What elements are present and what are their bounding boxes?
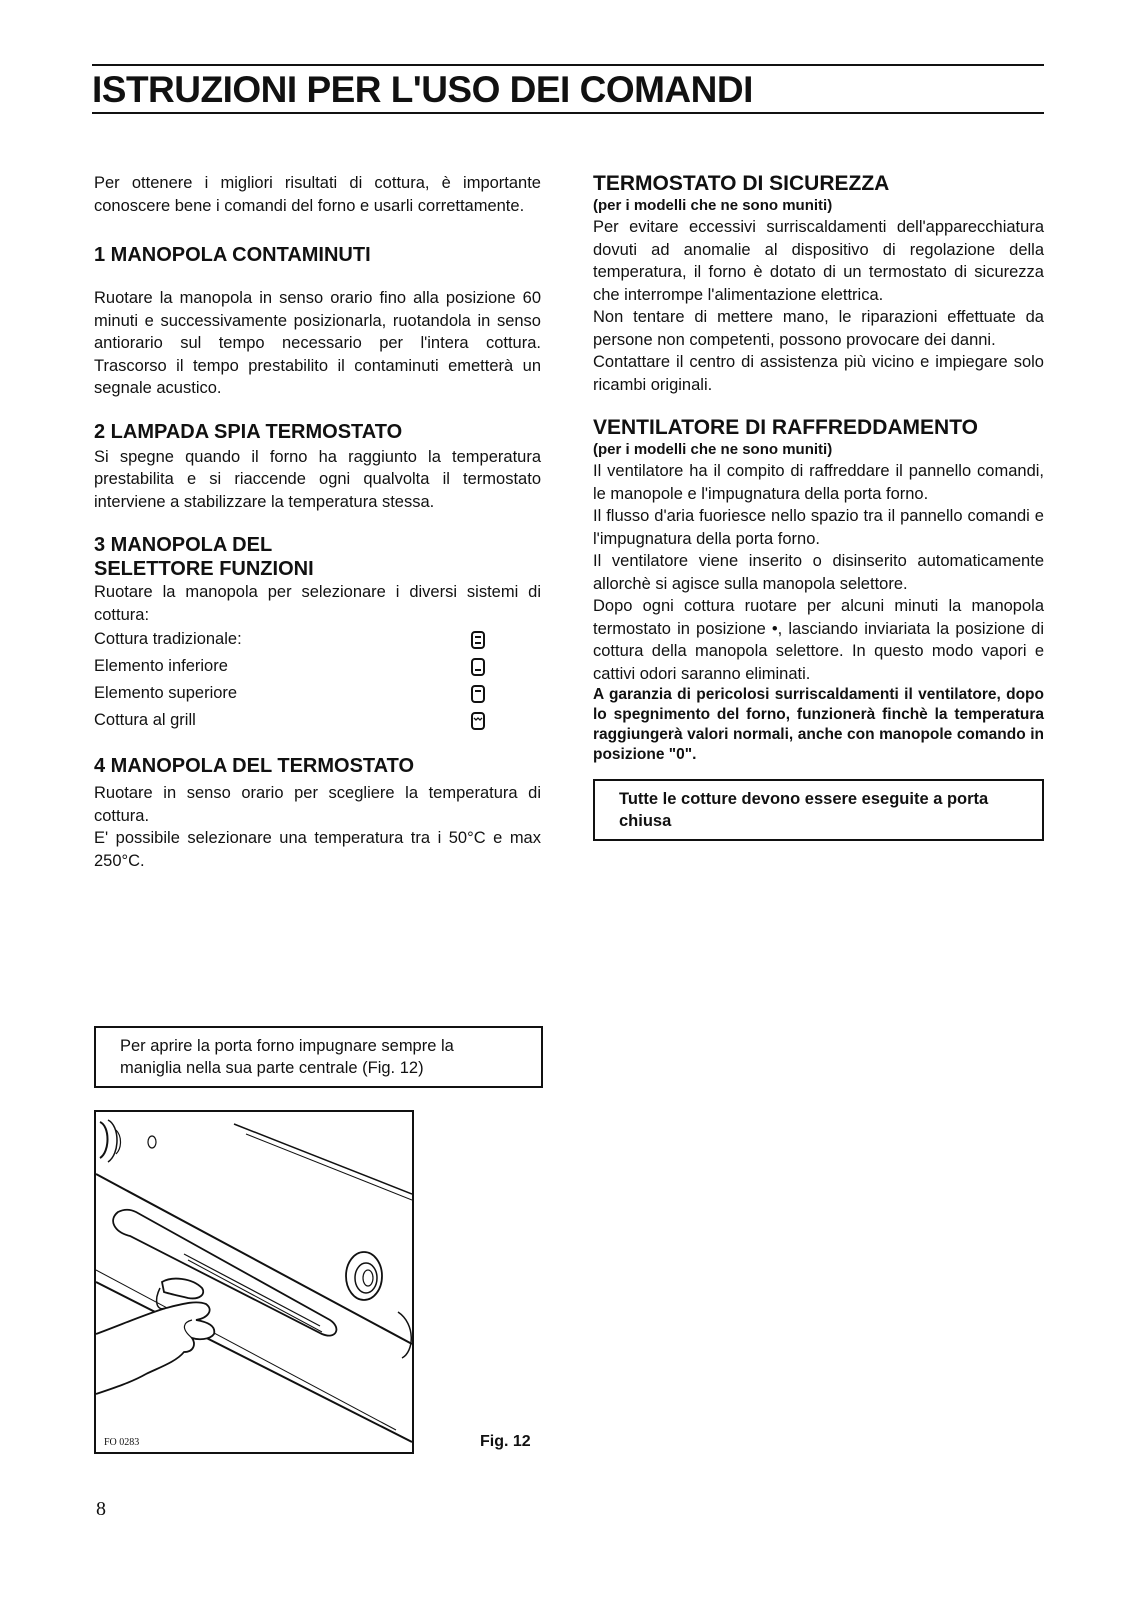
section-6-heading: VENTILATORE DI RAFFREDDAMENTO xyxy=(593,416,979,439)
section-2-heading: 2 LAMPADA SPIA TERMOSTATO xyxy=(94,420,403,443)
title-rule-bottom xyxy=(92,112,1044,114)
section-6-paragraph-3: Il ventilatore viene inserito o disinserito automaticamente allorchè si agisce sulla manopola selettore. xyxy=(593,552,1044,593)
section-2-body: Si spegne quando il forno ha raggiunto la temperatura prestabilita e si riaccende ogni qualvolta il termostato interviene a stabilizzare la temperatura stessa. xyxy=(94,447,541,511)
mode-row xyxy=(94,626,541,653)
mode-row xyxy=(94,707,541,734)
section-1-heading: 1 MANOPOLA CONTAMINUTI xyxy=(94,244,371,266)
section-5-paragraph-1: Per evitare eccessivi surriscaldamenti dell'apparecchiatura dovuti ad anomalie al dispositivo di regolazione della temperatura, il forno è dotato di un termostato di sicurezza che interrompe l'alimentazione elettrica. xyxy=(593,218,1044,304)
mode-row xyxy=(94,653,541,680)
left-column xyxy=(94,172,541,872)
section-5-subheading: (per i modelli che ne sono muniti) xyxy=(593,197,833,214)
section-1-body: Ruotare la manopola in senso orario fino alla posizione 60 minuti e successivamente posizionarla, ruotandola in senso antiorario sul tempo necessario per l'intera cottura. Trascorso il tempo prestabilito il contaminuti emetterà un segnale acustico. xyxy=(94,289,541,397)
oven-door-drawing xyxy=(96,1112,412,1452)
section-5-paragraph-2: Non tentare di mettere mano, le riparazioni effettuate da persone non competenti, possono provocare dei danni. xyxy=(593,308,1044,349)
page-number: 8 xyxy=(96,1498,106,1520)
section-4-body-2: E' possibile selezionare una temperatura tra i 50°C e max 250°C. xyxy=(94,829,541,870)
mode-label: Elemento inferiore xyxy=(94,657,228,676)
figure-label: Fig. 12 xyxy=(480,1433,531,1450)
section-5-heading: TERMOSTATO DI SICUREZZA xyxy=(593,172,890,195)
bottom-heat-icon xyxy=(471,658,485,676)
top-and-bottom-heat-icon xyxy=(471,631,485,649)
door-handle-note: Per aprire la porta forno impugnare sempre la maniglia nella sua parte centrale (Fig. 12) xyxy=(94,1026,543,1088)
right-column xyxy=(593,172,1044,841)
closed-door-note: Tutte le cotture devono essere eseguite a porta chiusa xyxy=(593,779,1044,841)
section-3-heading-line2: SELETTORE FUNZIONI xyxy=(94,558,314,580)
section-6-paragraph-4: Dopo ogni cottura ruotare per alcuni minuti la manopola termostato in posizione •, lasciando inviariata la posizione di cottura della manopola selettore. In questo modo vapori e cattivi odori saranno eliminati. xyxy=(593,597,1044,683)
section-4-heading: 4 MANOPOLA DEL TERMOSTATO xyxy=(94,755,415,777)
overheat-warning: A garanzia di pericolosi surriscaldamenti il ventilatore, dopo lo spegnimento del forno, funzionerà finchè la temperatura raggiungerà valori normali, anche con manopole comando in posizione "0". xyxy=(593,686,1044,763)
section-4-body-1: Ruotare in senso orario per scegliere la temperatura di cottura. xyxy=(94,784,541,825)
intro-text: Per ottenere i migliori risultati di cottura, è importante conoscere bene i comandi del forno e usarli correttamente. xyxy=(94,174,541,215)
section-3-heading-line1: 3 MANOPOLA DEL xyxy=(94,534,273,556)
figure-code: FO 0283 xyxy=(104,1437,140,1448)
section-3-body: Ruotare la manopola per selezionare i diversi sistemi di cottura: xyxy=(94,583,541,624)
mode-label: Elemento superiore xyxy=(94,684,238,703)
mode-list xyxy=(94,626,541,734)
grill-icon xyxy=(471,712,485,730)
mode-row xyxy=(94,680,541,707)
mode-label: Cottura tradizionale: xyxy=(94,630,242,649)
oven-door-illustration xyxy=(94,1110,414,1454)
section-6-subheading: (per i modelli che ne sono muniti) xyxy=(593,441,833,458)
section-6-paragraph-2: Il flusso d'aria fuoriesce nello spazio tra il pannello comandi e l'impugnatura della porta forno. xyxy=(593,507,1044,548)
top-heat-icon xyxy=(471,685,485,703)
mode-label: Cottura al grill xyxy=(94,711,196,730)
section-6-paragraph-1: Il ventilatore ha il compito di raffreddare il pannello comandi, le manopole e l'impugnatura della porta forno. xyxy=(593,462,1044,503)
page-title: ISTRUZIONI PER L'USO DEI COMANDI xyxy=(92,69,753,110)
title-rule-top xyxy=(92,64,1044,66)
section-5-paragraph-3: Contattare il centro di assistenza più vicino e impiegare solo ricambi originali. xyxy=(593,353,1044,394)
